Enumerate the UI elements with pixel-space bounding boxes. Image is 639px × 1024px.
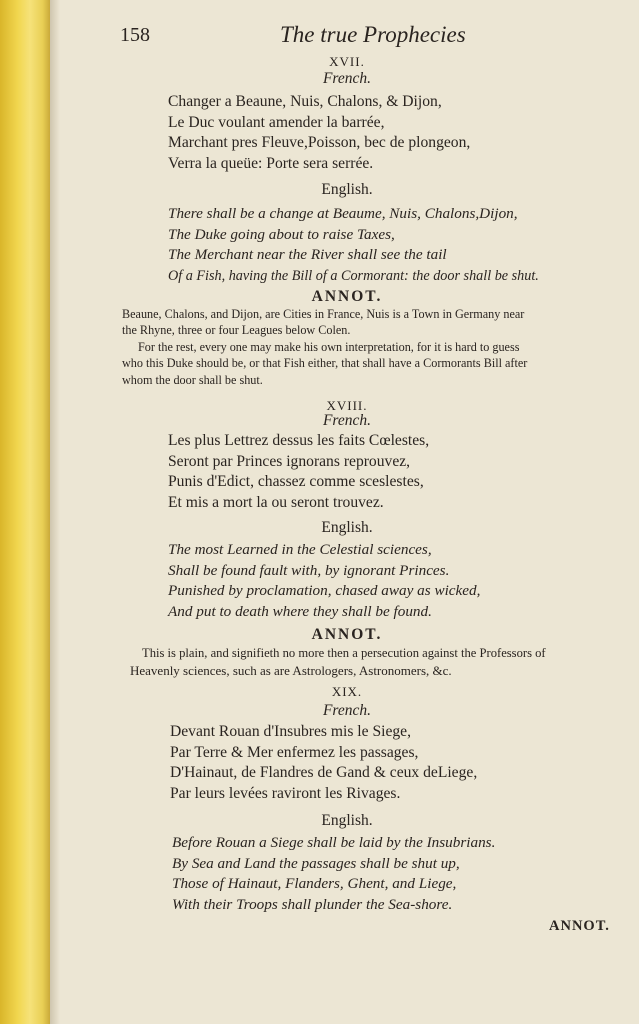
english-label-18: English.: [321, 519, 373, 536]
verse-line: Marchant pres Fleuve,Poisson, bec de plongeon,: [168, 134, 471, 151]
english-label-19: English.: [321, 812, 373, 829]
verse-line: Punis d'Edict, chassez comme sceslestes,: [168, 473, 424, 490]
verse-line: Par Terre & Mer enfermez les passages,: [170, 743, 419, 761]
gilded-page-edge: [0, 0, 50, 1024]
annotation-line: Heavenly sciences, such as are Astrologers, Astronomers, &c.: [130, 663, 452, 678]
english-verse-17: [168, 204, 539, 286]
page-title: The true Prophecies: [280, 22, 466, 47]
verse-line: Of a Fish, having the Bill of a Cormorant: the door shall be shut.: [168, 267, 539, 284]
english-verse-19: [172, 833, 495, 915]
annotation-line: whom the door shall be shut.: [122, 372, 263, 387]
verse-line: Les plus Lettrez dessus les faits Cœlestes,: [168, 432, 430, 449]
verse-line: And put to death where they shall be found.: [168, 602, 432, 620]
french-label-19: French.: [322, 702, 372, 719]
verse-line: Devant Rouan d'Insubres mis le Siege,: [170, 723, 412, 740]
verse-line: The Duke going about to raise Taxes,: [168, 225, 395, 243]
annotation-line: This is plain, and signifieth no more then a persecution against the Professors of: [142, 646, 546, 660]
annot-heading-17: ANNOT.: [311, 288, 383, 305]
verse-line: Verra la queüe: Porte sera serrée.: [168, 154, 374, 172]
verse-line: Le Duc voulant amender la barrée,: [168, 113, 385, 131]
verse-line: Before Rouan a Siege shall be laid by the Insubrians.: [172, 834, 496, 851]
verse-line: The Merchant near the River shall see the tail: [168, 246, 447, 263]
annotation-17: [122, 306, 527, 388]
verse-line: There shall be a change at Beaume, Nuis, Chalons,Dijon,: [168, 205, 518, 222]
english-verse-18: [168, 540, 480, 622]
french-verse-19: [170, 722, 477, 804]
french-verse-17: [168, 92, 470, 174]
verse-line: Those of Hainaut, Flanders, Ghent, and Liege,: [172, 875, 457, 892]
annotation-line: who this Duke should be, or that Fish either, that shall have a Cormorants Bill after: [122, 356, 528, 371]
verse-line: Et mis a mort la ou seront trouvez.: [168, 493, 384, 511]
french-verse-18: [168, 431, 429, 513]
verse-line: Seront par Princes ignorans reprouvez,: [168, 452, 411, 470]
verse-line: The most Learned in the Celestial sciences,: [168, 541, 432, 558]
quatrain-number-18: XVIII.: [326, 398, 368, 413]
page-number: 158: [120, 24, 150, 46]
annotation-line: Beaune, Chalons, and Dijon, are Cities in France, Nuis is a Town in Germany near: [122, 307, 525, 321]
quatrain-number-17: XVII.: [329, 54, 365, 69]
annot-heading-18: ANNOT.: [311, 626, 383, 643]
verse-line: Punished by proclamation, chased away as wicked,: [168, 582, 481, 599]
annotation-18: [130, 645, 546, 679]
catchword: ANNOT.: [549, 918, 610, 934]
running-header: [120, 22, 630, 52]
verse-line: By Sea and Land the passages shall be shut up,: [172, 854, 460, 872]
book-page: [62, 0, 632, 1024]
verse-line: Shall be found fault with, by ignorant Princes.: [168, 561, 450, 579]
french-label-18: French.: [322, 412, 372, 429]
verse-line: D'Hainaut, de Flandres de Gand & ceux deLiege,: [170, 764, 478, 781]
annotation-line: For the rest, every one may make his own interpretation, for it is hard to guess: [138, 339, 520, 354]
quatrain-number-19: XIX.: [331, 684, 363, 699]
annotation-line: the Rhyne, three or four Leagues below Colen.: [122, 323, 351, 338]
verse-line: Changer a Beaune, Nuis, Chalons, & Dijon,: [168, 93, 442, 110]
english-label-17: English.: [321, 181, 373, 198]
verse-line: With their Troops shall plunder the Sea-shore.: [172, 895, 453, 913]
french-label-17: French.: [322, 70, 372, 87]
verse-line: Par leurs levées raviront les Rivages.: [170, 784, 401, 802]
